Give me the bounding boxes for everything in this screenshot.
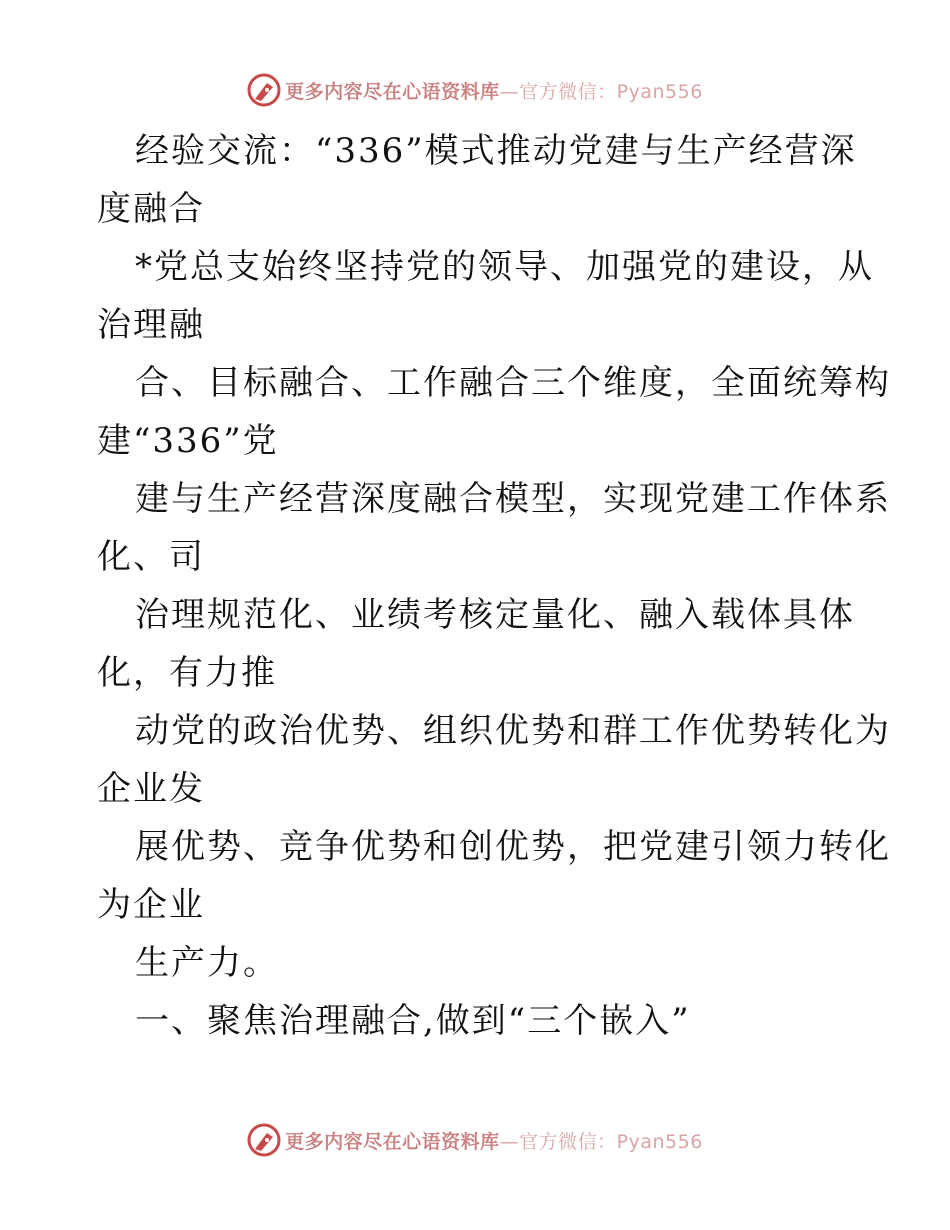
footer-banner-rest: —官方微信：Pyan556 bbox=[499, 1130, 703, 1153]
pen-nib-logo-icon bbox=[247, 73, 281, 107]
document-line: 动党的政治优势、组织优势和群工作优势转化为 bbox=[135, 711, 891, 751]
document-line: 治理融 bbox=[97, 305, 205, 345]
document-line: 治理规范化、业绩考核定量化、融入载体具体 bbox=[135, 595, 855, 635]
footer-banner-text bbox=[285, 1127, 703, 1154]
document-line: 度融合 bbox=[97, 189, 205, 229]
document-line: *党总支始终坚持党的领导、加强党的建设，从 bbox=[135, 247, 874, 287]
document-line: 化，有力推 bbox=[97, 653, 277, 693]
header-banner-text bbox=[285, 77, 703, 104]
pen-nib-logo-icon bbox=[247, 1123, 281, 1157]
document-line: 展优势、竞争优势和创优势，把党建引领力转化 bbox=[135, 827, 891, 867]
section-heading: 一、聚焦治理融合,做到“三个嵌入” bbox=[135, 1001, 691, 1041]
document-line: 建与生产经营深度融合模型，实现党建工作体系 bbox=[135, 479, 891, 519]
header-banner bbox=[0, 70, 950, 110]
document-line: 企业发 bbox=[97, 769, 205, 809]
document-body bbox=[97, 122, 891, 1050]
footer-banner bbox=[0, 1120, 950, 1160]
document-line: 生产力。 bbox=[135, 943, 279, 983]
document-line: 合、目标融合、工作融合三个维度，全面统筹构 bbox=[135, 363, 891, 403]
header-banner-strong: 更多内容尽在心语资料库 bbox=[285, 80, 500, 103]
document-line: 经验交流：“336”模式推动党建与生产经营深 bbox=[135, 131, 857, 171]
document-line: 为企业 bbox=[97, 885, 205, 925]
footer-banner-strong: 更多内容尽在心语资料库 bbox=[285, 1130, 500, 1153]
header-banner-rest: —官方微信：Pyan556 bbox=[499, 80, 703, 103]
document-line: 建“336”党 bbox=[97, 421, 279, 461]
document-line: 化、司 bbox=[97, 537, 205, 577]
